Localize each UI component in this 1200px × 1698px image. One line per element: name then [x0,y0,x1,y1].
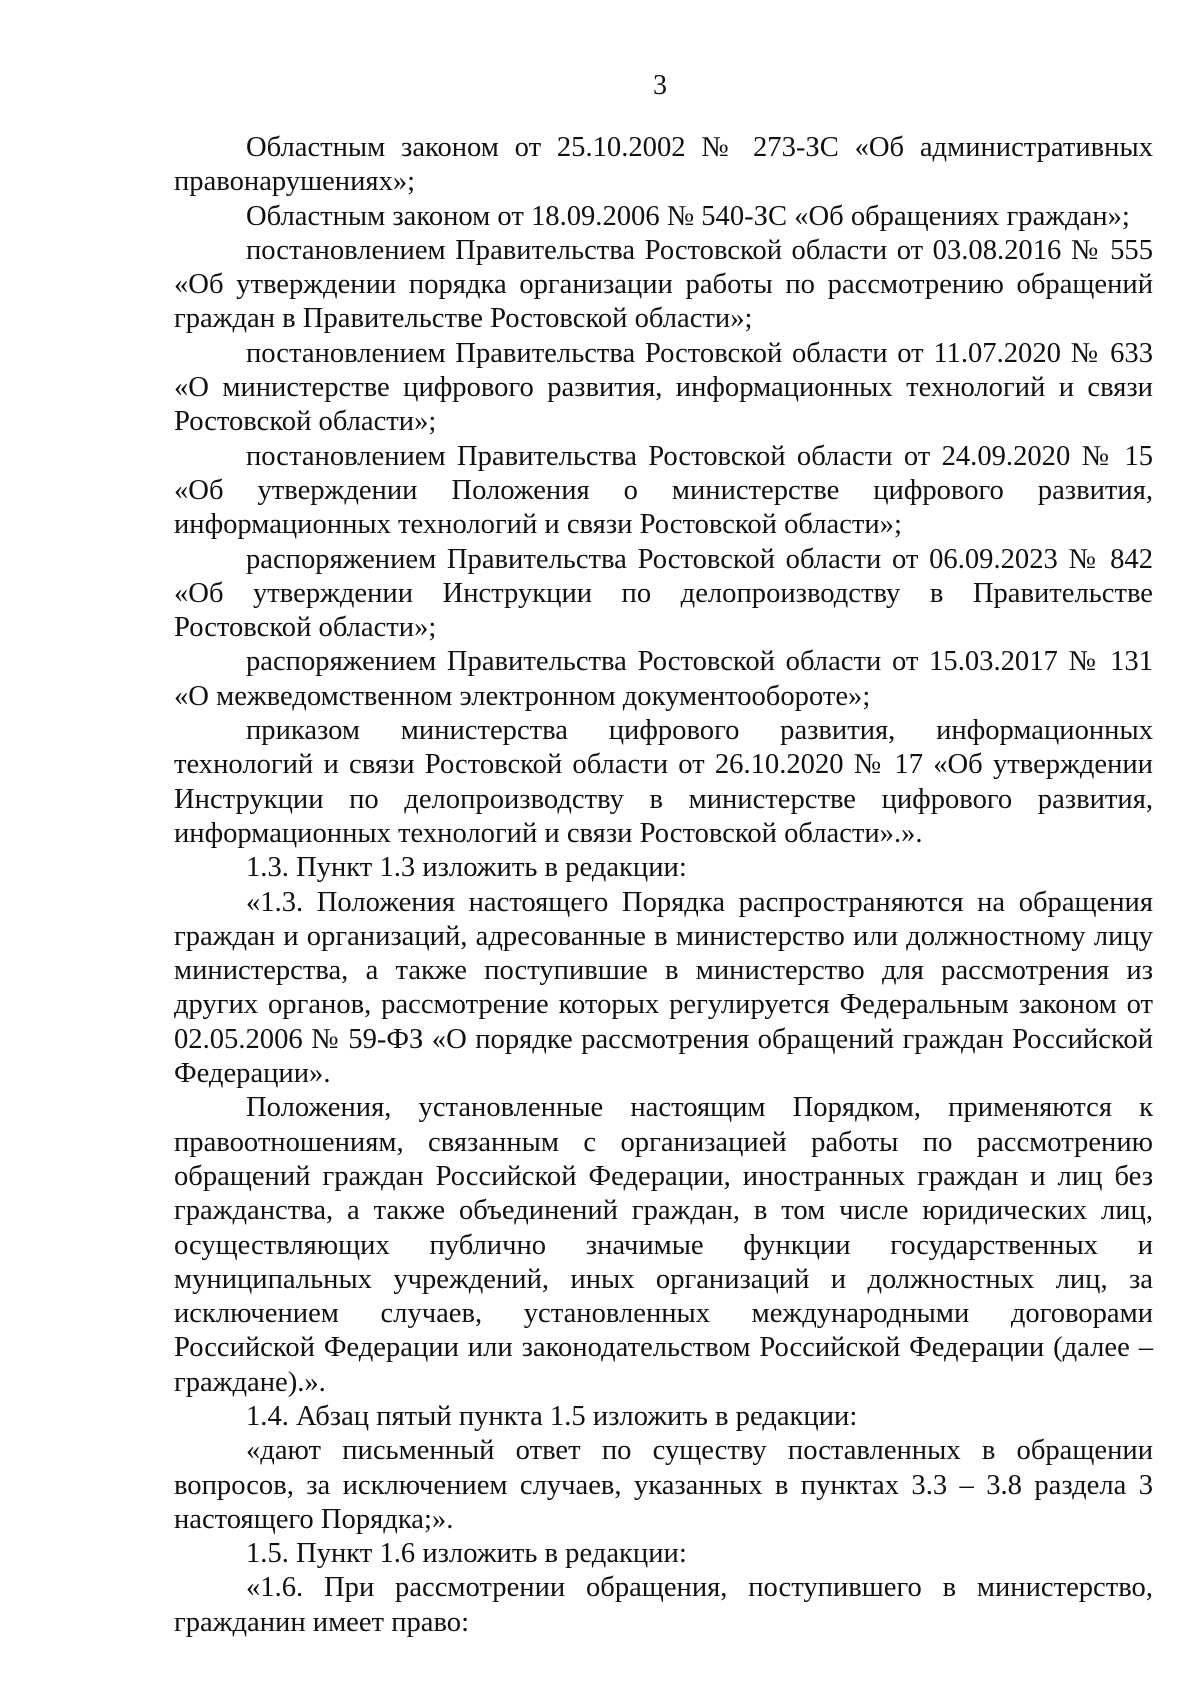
paragraph-regional-law-2006: Областным законом от 18.09.2006 № 540-ЗС «Об обращениях граждан»; [246,200,1130,232]
document-body [174,131,1153,1640]
paragraph-new-1-6: «1.6. При рассмотрении обращения, поступившего в министерство, гражданин имеет право: [174,1572,1153,1638]
paragraph-regional-law-2002: Областным законом от 25.10.2002 № 273-ЗС «Об административных правонарушениях»; [174,132,1153,198]
paragraph-item-1-3: 1.3. Пункт 1.3 изложить в редакции: [246,852,687,884]
page-number: 3 [653,70,667,101]
paragraph-item-1-4: 1.4. Абзац пятый пункта 1.5 изложить в редакции: [246,1400,858,1432]
paragraph-new-1-3: «1.3. Положения настоящего Порядка распространяются на обращения граждан и организаций, адресованные в министерство или должностному лицу министерства, а также поступившие в министерство для рассмотрения из других органов, рассмотрение которых регулируется Федеральным законом от 02.05.2006 № 59-ФЗ «О порядке рассмотрения обращений граждан Российской Федерации». [174,886,1153,1090]
paragraph-order-842: распоряжением Правительства Ростовской области от 06.09.2023 № 842 «Об утверждении Инструкции по делопроизводству в Правительстве Ростовской области»; [174,543,1153,644]
paragraph-resolution-633: постановлением Правительства Ростовской области от 11.07.2020 № 633 «О министерстве цифрового развития, информационных технологий и связи Ростовской области»; [174,337,1153,438]
paragraph-resolution-555: постановлением Правительства Ростовской области от 03.08.2016 № 555 «Об утверждении порядка организации работы по рассмотрению обращений граждан в Правительстве Ростовской области»; [174,234,1153,335]
paragraph-order-131: распоряжением Правительства Ростовской области от 15.03.2017 № 131 «О межведомственном электронном документообороте»; [174,646,1153,712]
paragraph-written-answer: «дают письменный ответ по существу поставленных в обращении вопросов, за исключением случаев, указанных в пунктах 3.3 – 3.8 раздела 3 настоящего Порядка;». [174,1435,1153,1535]
paragraph-provisions-applied: Положения, установленные настоящим Порядком, применяются к правоотношениям, связанным с организацией работы по рассмотрению обращений граждан Российской Федерации, иностранных граждан и лиц без гражданства, а также объединений граждан, в том числе юридических лиц, осуществляющих публично значимые функции государственных и муниципальных учреждений, иных организаций и должностных лиц, за исключением случаев, установленных международными договорами Российской Федерации или законодательством Российской Федерации (далее – граждане).». [174,1092,1153,1398]
paragraph-resolution-15: постановлением Правительства Ростовской области от 24.09.2020 № 15 «Об утверждении Положения о министерстве цифрового развития, информационных технологий и связи Ростовской области»; [174,440,1153,541]
paragraph-ministry-order-17: приказом министерства цифрового развития, информационных технологий и связи Ростовской области от 26.10.2020 № 17 «Об утверждении Инструкции по делопроизводству в министерстве цифрового развития, информационных технологий и связи Ростовской области».». [174,715,1153,849]
paragraph-item-1-5: 1.5. Пункт 1.6 изложить в редакции: [246,1538,687,1570]
